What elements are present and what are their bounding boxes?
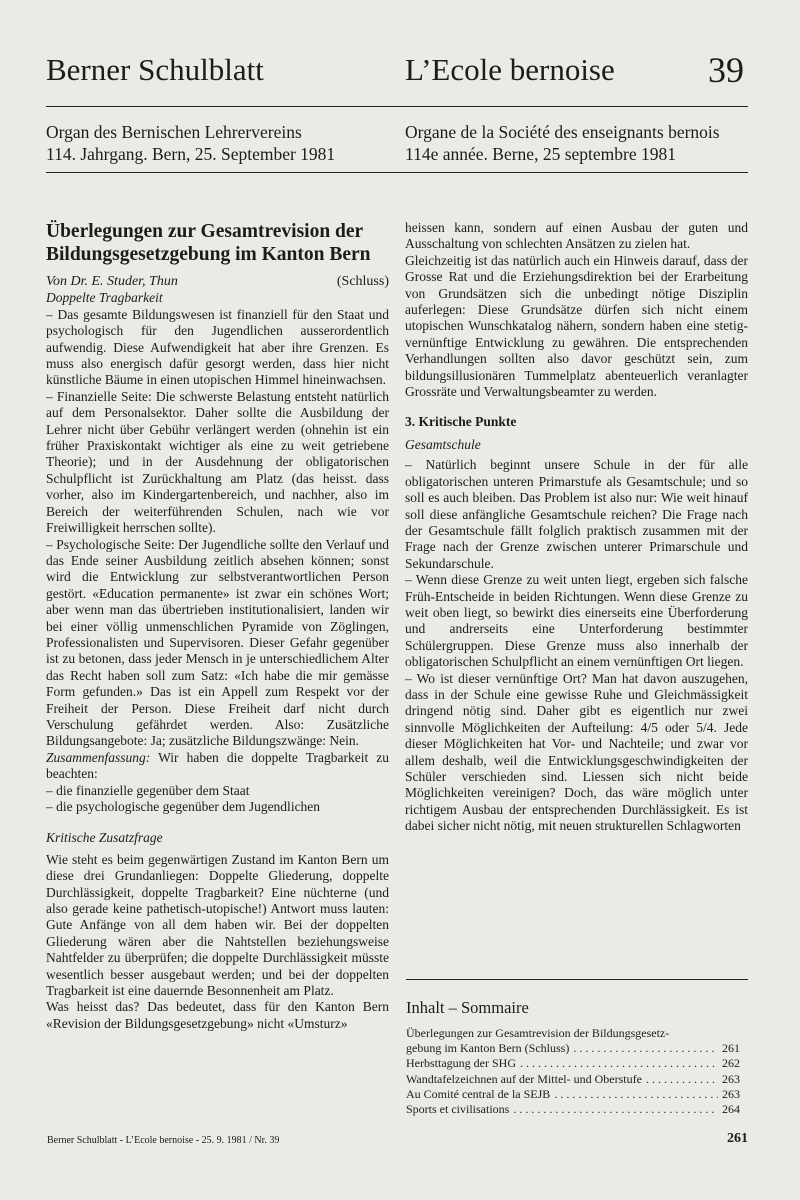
footer-note: Berner Schulblatt - L’Ecole bernoise - 25. 9. 1981 / Nr. 39: [47, 1135, 280, 1146]
paragraph: – Das gesamte Bildungswesen ist finanziell für den Staat und psychologisch für den Jugendlichen ausserordentlich aufwendig. Diese Aufwendigkeit hat aber ihre Grenzen. Es muss also energisch dafür gesorgt werden, dass hier nicht künstliche Bäume in einen utopischen Himmel hineinwachsen.: [46, 306, 389, 388]
toc-entry-title: Sports et civilisations: [406, 1102, 510, 1117]
org-name-de: Organ des Bernischen Lehrervereins: [46, 122, 302, 142]
article-title: [46, 220, 389, 266]
left-column: [46, 220, 389, 1032]
masthead-rule: [46, 106, 748, 107]
toc-entry-title: Überlegungen zur Gesamtrevision der Bildungsgesetz-: [406, 1026, 670, 1040]
subsection-heading: Gesamtschule: [405, 436, 481, 452]
section-heading: 3. Kritische Punkte: [405, 414, 517, 430]
toc-leader-dots: [646, 1072, 718, 1087]
issue-date-fr: 114e année. Berne, 25 septembre 1981: [405, 144, 676, 164]
toc-entry-page: 263: [722, 1086, 740, 1101]
paragraph: – Natürlich beginnt unsere Schule in der für alle obligatorischen unteren Primarstufe als Gesamtschule; und so soll es auch bleiben. Das Problem ist also nur: Wie weit hinauf soll diese anfängliche Gesamtschule reichen? Die Frage nach der Gesamtschule fällt folglich praktisch zusammen mit der Frage nach der Grenze zwischen unterer Primarschule und Sekundarschule.: [405, 457, 748, 571]
toc-leader-dots: [573, 1041, 718, 1056]
bullet-item: – die finanzielle gegenüber dem Staat: [46, 782, 250, 798]
subhead-rule: [46, 172, 748, 173]
issue-date-de: 114. Jahrgang. Bern, 25. September 1981: [46, 144, 336, 164]
toc-entry: [406, 1041, 740, 1056]
section-heading: Kritische Zusatzfrage: [46, 830, 163, 846]
toc-entry: [406, 1087, 740, 1102]
paragraph: – Finanzielle Seite: Die schwerste Belastung entsteht natürlich auf dem Personalsektor. Daher sollte die Ausbildung der Lehrer nicht über Gebühr verlängert werden (ohnehin ist ein früher Praxiskontakt wichtiger als eine zu weit getriebene Theorie); und in der Ausdehnung der obligatorischen Schulpflicht ist Zurückhaltung am Platz (das heisst. dass vorher, also im Kindergartenbereich, und nachher, also im Bereich der weiterführenden Schulen, nach wie vor Freiwilligkeit herrschen sollte).: [46, 388, 389, 536]
masthead-org-fr: [405, 121, 720, 165]
toc-entry: [406, 1026, 740, 1041]
paragraph: Wie steht es beim gegenwärtigen Zustand im Kanton Bern um diese drei Grundanliegen: Doppelte Gliederung, doppelte Durchlässigkeit, doppelte Tragbarkeit? Eine nüchterne (und also gerade keine pathetisch-utopische!) Antwort muss lauten: Gute Anfänge von all dem haben wir. Bei der doppelten Gliederung wären aber die Nahtstellen beziehungsweise Nahtfelder zu überprüfen; die doppelte Durchlässigkeit müsste wesentlich besser ausgebaut werden; und bei der doppelten Tragbarkeit ist eine dauernde Besonnenheit am Platz.: [46, 851, 389, 999]
author: Von Dr. E. Studer, Thun: [46, 274, 178, 289]
continuation-note: (Schluss): [336, 274, 389, 289]
org-name-fr: Organe de la Société des enseignants bernois: [405, 122, 720, 142]
toc-entry: [406, 1072, 740, 1087]
masthead-title-de: Berner Schulblatt: [46, 52, 264, 87]
toc-rule: [406, 979, 748, 980]
paragraph: – Wo ist dieser vernünftige Ort? Man hat davon auszugehen, dass in der Schule eine gewisse Ruhe und Gleichmässigkeit dringend nötig sind. Daher gibt es eigentlich nur zwei sinnvolle Möglichkeiten der Aufteilung: 4/5 oder 5/4. Jede dieser Möglichkeiten hat Vor- und Nachteile; und zwar vor allem deshalb, weil die Entwicklungsgeschwindigkeiten der Schüler verschieden sind. Liessen sich nicht beide Möglichkeiten vereinigen? Doch, das wäre möglich unter richtigem Ausbau der entsprechenden Durchlässigkeit. Es ist dabei sicher nicht nötig, mit neuen strukturellen Schlagworten: [405, 670, 748, 834]
paragraph: Was heisst das? Das bedeutet, dass für den Kanton Bern «Revision der Bildungsgesetzgebung» nicht «Umsturz»: [46, 999, 389, 1031]
right-column: [405, 220, 748, 835]
toc-entry-title: Herbsttagung der SHG: [406, 1056, 516, 1071]
toc-list: [406, 1026, 740, 1117]
toc-leader-dots: [520, 1056, 718, 1071]
issue-page-number: 39: [708, 50, 744, 90]
toc-leader-dots: [554, 1087, 718, 1102]
bullet-item: – die psychologische gegenüber dem Jugendlichen: [46, 799, 321, 814]
paragraph: – Wenn diese Grenze zu weit unten liegt, ergeben sich falsche Früh-Entscheide in beiden Richtungen. Wenn diese Grenze zu weit oben liegt, so bewirkt dies einerseits eine Überforderung und andrerseits eine Unterforderung bestimmter Schülergruppen. Diese Grenze muss also innerhalb der obligatorischen Schulpflicht an einem vernünftigen Ort liegen.: [405, 572, 748, 670]
toc-entry: [406, 1056, 740, 1071]
toc-entry-page: 262: [722, 1056, 740, 1071]
toc-entry-title: Wandtafelzeichnen auf der Mittel- und Oberstufe: [406, 1071, 642, 1086]
toc-entry-page: 264: [722, 1102, 740, 1117]
toc-entry-page: 261: [722, 1041, 740, 1056]
toc-entry: [406, 1102, 740, 1117]
toc-entry-page: 263: [722, 1071, 740, 1086]
summary-text: Wir haben die doppelte Tragbarkeit zu beachten:: [46, 749, 389, 782]
footer-page-number: 261: [727, 1131, 748, 1146]
paragraph: – Psychologische Seite: Der Jugendliche sollte den Verlauf und das Ende seiner Ausbildung zeitlich absehen können; sonst wird die Entwicklung zur selbstverantwortlichen Person gestört. «Education permanente» ist zwar ein schönes Wort; aber wenn man das übertrieben institutionalisiert, landen wir bei einer völlig unmenschlichen Pyramide von Zöglingen, Professionalisten und Supervisoren. Dieser Gefahr gegenüber ist zu betonen, dass jeder Mensch in je unterschiedlichem Alter das Recht haben soll zum Satz: «Ich habe die mir gemässe Form gefunden.» Das ist ein Appell zum Respekt vor der Freiheit der Person. Diese Freiheit darf nicht durch Verschulung gefährdet werden. Also: Zusätzliche Bildungsangebote: Ja; zusätzliche Bildungszwänge: Nein.: [46, 536, 389, 749]
masthead-title-fr: L’Ecole bernoise: [405, 52, 615, 87]
toc-leader-dots: [513, 1102, 718, 1117]
masthead-org-de: [46, 121, 335, 165]
section-heading: Doppelte Tragbarkeit: [46, 290, 163, 306]
toc-entry-title: Au Comité central de la SEJB: [406, 1086, 551, 1101]
paragraph: heissen kann, sondern auf einen Ausbau der guten und Ausschaltung von schlechten Ansätzen zu zielen hat.: [405, 220, 748, 252]
summary-label: Zusammenfassung:: [46, 749, 151, 765]
paragraph: Gleichzeitig ist das natürlich auch ein Hinweis darauf, dass der Grosse Rat und die Erziehungsdirektion bei der Erarbeitung von Grundsätzen sich die unbedingt nötige Disziplin auferlegen: Diese Grundsätze dürfen sich nicht einem utopischen Wunschkatalog nähern, sondern haben eine stetig-vernünftige Entwicklung zu gewähren. Die entsprechenden Verhandlungen sollten also davor geschützt sein, zum bildungsillusionären Tummelplatz abenteuerlich veranlagter Grossräte und Verwaltungsbeamter zu werden.: [405, 252, 748, 400]
toc-entry-title: gebung im Kanton Bern (Schluss): [406, 1041, 570, 1056]
byline: [46, 274, 389, 290]
summary-paragraph: [46, 750, 389, 783]
toc-title: Inhalt – Sommaire: [406, 998, 529, 1017]
article-title-line2: Bildungsgesetzgebung im Kanton Bern: [46, 244, 371, 265]
article-title-line1: Überlegungen zur Gesamtrevision der: [46, 221, 364, 242]
